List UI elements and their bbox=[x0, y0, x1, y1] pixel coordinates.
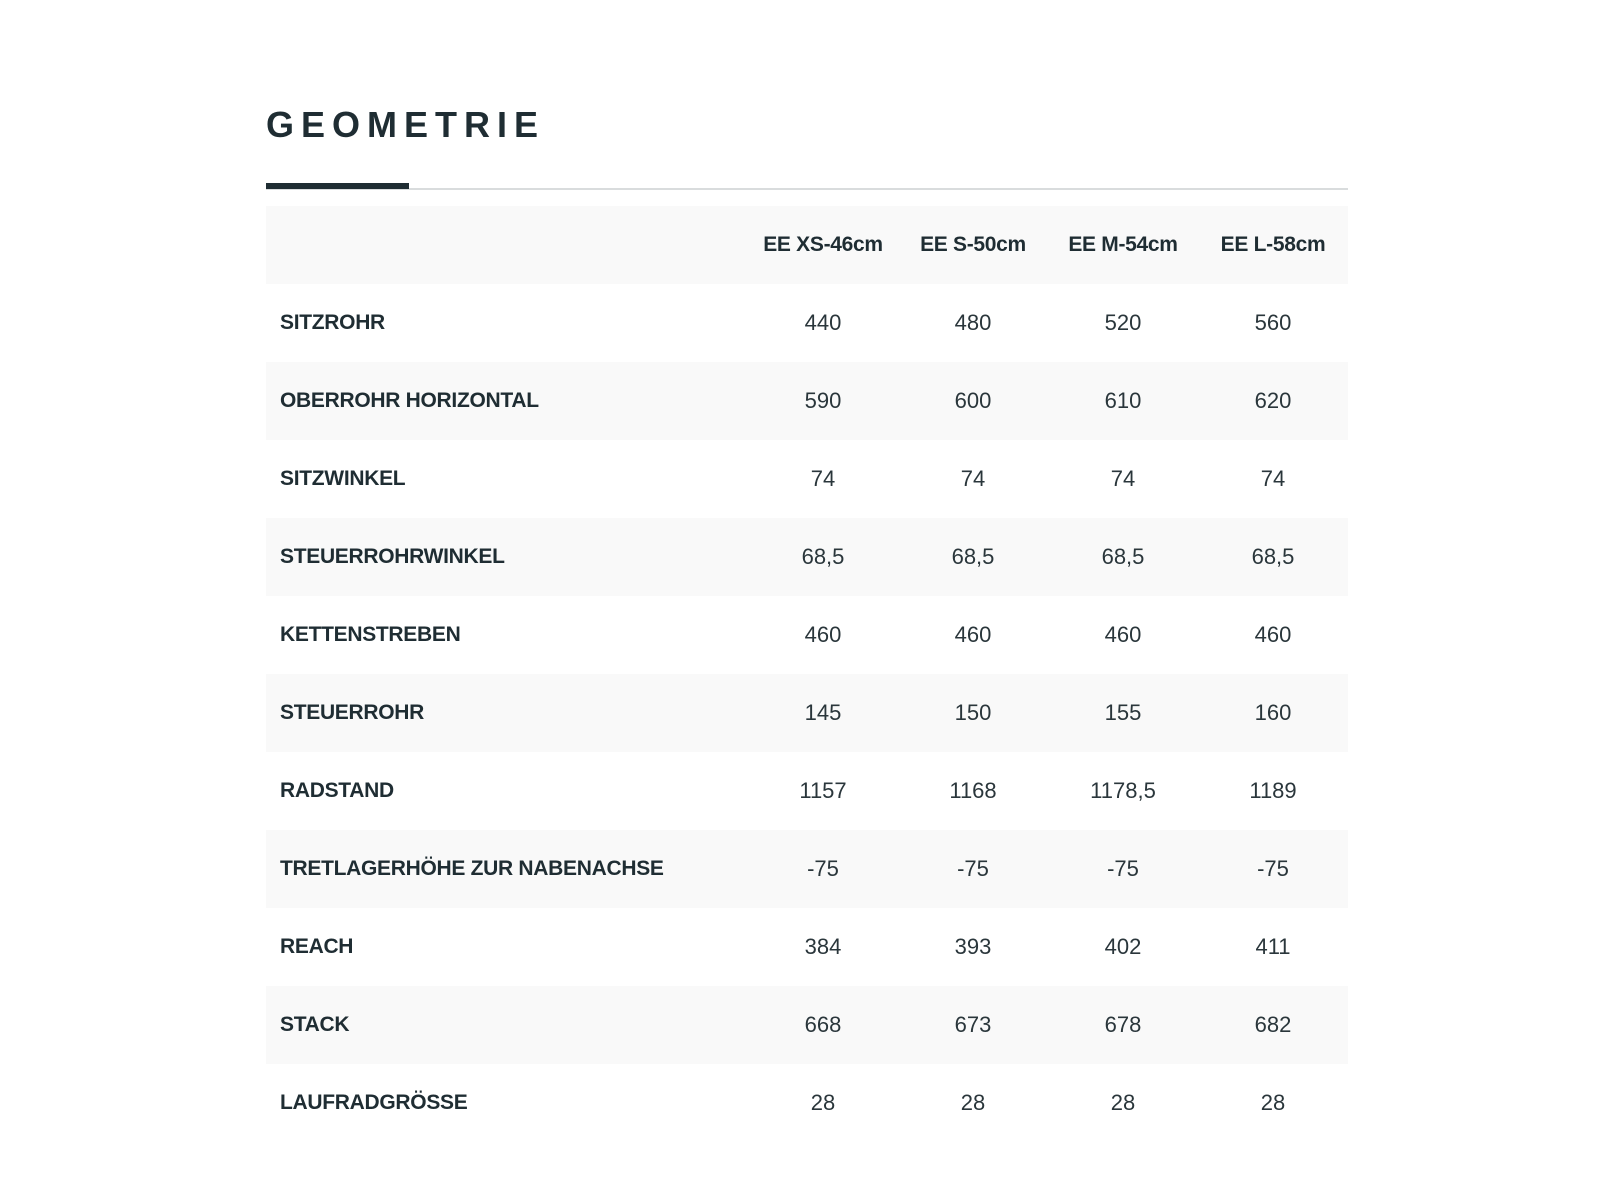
table-cell: 74 bbox=[960, 466, 986, 491]
table-row bbox=[266, 752, 1348, 830]
column-header-m: EE M-54cm bbox=[1068, 233, 1178, 256]
table-cell: -75 bbox=[1107, 856, 1139, 881]
table-cell: 682 bbox=[1254, 1012, 1292, 1037]
table-row bbox=[266, 284, 1348, 362]
table-cell: 150 bbox=[954, 700, 992, 725]
section-title: GEOMETRIE bbox=[266, 104, 546, 145]
table-cell: 28 bbox=[960, 1090, 986, 1115]
table-cell: 74 bbox=[1110, 466, 1136, 491]
column-header-l: EE L-58cm bbox=[1220, 233, 1326, 256]
table-cell: 28 bbox=[810, 1090, 836, 1115]
table-row bbox=[266, 596, 1348, 674]
row-label: KETTENSTREBEN bbox=[280, 623, 461, 646]
table-cell: 1189 bbox=[1249, 778, 1297, 803]
table-cell: 28 bbox=[1110, 1090, 1136, 1115]
table-cell: 155 bbox=[1104, 700, 1142, 725]
row-label: STEUERROHRWINKEL bbox=[280, 545, 505, 568]
row-label: STEUERROHR bbox=[280, 701, 425, 724]
row-label: OBERROHR HORIZONTAL bbox=[280, 389, 539, 412]
title-divider bbox=[266, 188, 1348, 190]
table-cell: 68,5 bbox=[1101, 544, 1145, 569]
table-cell: 384 bbox=[804, 934, 842, 959]
table-cell: 402 bbox=[1104, 934, 1142, 959]
row-label: TRETLAGERHÖHE ZUR NABENACHSE bbox=[280, 857, 664, 880]
table-row bbox=[266, 362, 1348, 440]
geometry-table bbox=[266, 206, 1348, 1142]
table-cell: 145 bbox=[804, 700, 842, 725]
table-row bbox=[266, 1064, 1348, 1142]
table-cell: 68,5 bbox=[801, 544, 845, 569]
table-cell: 28 bbox=[1260, 1090, 1286, 1115]
table-cell: 68,5 bbox=[951, 544, 995, 569]
table-cell: -75 bbox=[957, 856, 989, 881]
table-cell: 590 bbox=[804, 388, 842, 413]
table-cell: 411 bbox=[1255, 934, 1291, 959]
table-cell: 668 bbox=[804, 1012, 842, 1037]
table-cell: 480 bbox=[954, 310, 992, 335]
table-cell: 673 bbox=[954, 1012, 992, 1037]
table-cell: 1178,5 bbox=[1090, 778, 1156, 803]
table-cell: -75 bbox=[807, 856, 839, 881]
table-cell: 600 bbox=[954, 388, 992, 413]
table-cell: 440 bbox=[804, 310, 842, 335]
table-cell: 393 bbox=[954, 934, 992, 959]
table-cell: 460 bbox=[1254, 622, 1292, 647]
table-row bbox=[266, 830, 1348, 908]
table-cell: -75 bbox=[1257, 856, 1289, 881]
table-cell: 68,5 bbox=[1251, 544, 1295, 569]
row-label: SITZROHR bbox=[280, 311, 385, 334]
row-label: RADSTAND bbox=[280, 779, 394, 802]
row-label: SITZWINKEL bbox=[280, 467, 406, 490]
table-cell: 74 bbox=[810, 466, 836, 491]
column-header-xs: EE XS-46cm bbox=[763, 233, 883, 256]
table-cell: 1157 bbox=[799, 778, 847, 803]
table-cell: 160 bbox=[1254, 700, 1292, 725]
row-label: LAUFRADGRÖSSE bbox=[280, 1091, 468, 1114]
table-cell: 520 bbox=[1104, 310, 1142, 335]
table-cell: 560 bbox=[1254, 310, 1292, 335]
row-label: STACK bbox=[280, 1013, 350, 1036]
table-header-row bbox=[266, 206, 1348, 284]
table-row bbox=[266, 674, 1348, 752]
header-blank-cell bbox=[266, 206, 748, 284]
table-cell: 74 bbox=[1260, 466, 1286, 491]
table-cell: 460 bbox=[954, 622, 992, 647]
table-cell: 678 bbox=[1104, 1012, 1142, 1037]
row-label: REACH bbox=[280, 935, 354, 958]
table-row bbox=[266, 518, 1348, 596]
title-accent-bar bbox=[266, 183, 409, 189]
table-cell: 610 bbox=[1104, 388, 1142, 413]
table-row bbox=[266, 908, 1348, 986]
table-cell: 1168 bbox=[949, 778, 997, 803]
table-cell: 460 bbox=[804, 622, 842, 647]
column-header-s: EE S-50cm bbox=[920, 233, 1026, 256]
table-cell: 620 bbox=[1254, 388, 1292, 413]
table-cell: 460 bbox=[1104, 622, 1142, 647]
table-row bbox=[266, 440, 1348, 518]
table-row bbox=[266, 986, 1348, 1064]
